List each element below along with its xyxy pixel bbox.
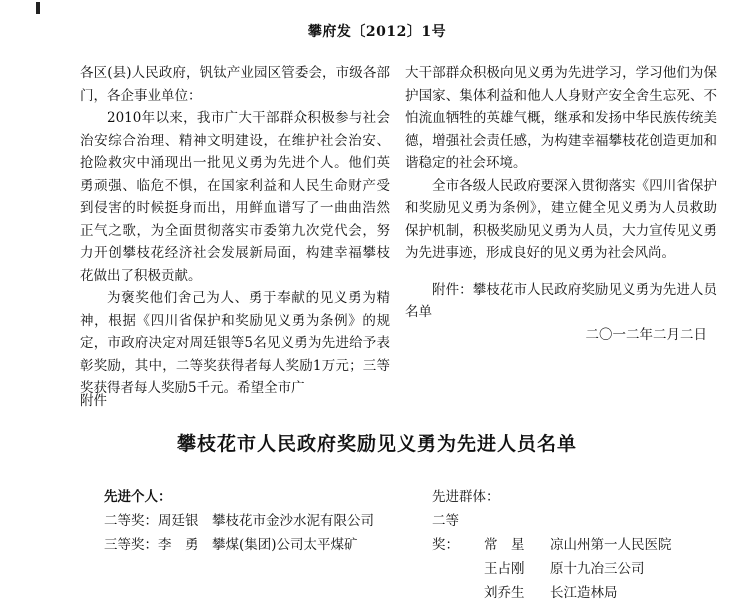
right-column [405,62,717,346]
award-level: 二等奖： [104,513,158,529]
award-level: 三等奖： [104,537,158,553]
list-title: 攀枝花市人民政府奖励见义勇为先进人员名单 [176,433,577,455]
award-row [80,533,390,557]
member-name: 常 星 [484,537,525,553]
issue-date: 二〇一二年二月二日 [585,326,707,343]
paragraph-2: 为褒奖他们舍己为人、勇于奉献的见义勇为精神，根据《四川省保护和奖励见义勇为条例》的规定，市政府决定对周廷银等5名见义勇为先进给予表彰奖励，其中，二等奖获得者每人奖励1万元；三等奖获得者每人奖励5千元。希望全市广 [80,290,390,396]
groups-heading: 先进群体： [432,489,500,505]
member-name: 刘乔生 [484,585,525,601]
group-member-row [432,581,732,605]
document-number: 攀府发〔2012〕1号 [307,24,447,40]
paragraph-3: 全市各级人民政府要深入贯彻落实《四川省保护和奖励见义勇为条例》，建立健全见义勇为人员救助保护机制，积极奖励见义勇为人员，大力宣传见义勇为先进事迹，形成良好的见义勇为社会风尚。 [405,177,717,261]
scan-mark [36,2,40,14]
paragraph-2-continued: 大干部群众积极向见义勇为先进学习，学习他们为保护国家、集体利益和他人人身财产安全舍生忘死、不怕流血牺牲的英雄气概，继承和发扬中华民族传统美德，增强社会责任感，为构建幸福攀枝花创造更加和谐稳定的社会环境。 [405,65,717,171]
member-unit: 原十九冶三公司 [550,561,645,577]
paragraph-1: 2010年以来，我市广大干部群众积极参与社会治安综合治理、精神文明建设，在维护社会治安、抢险救灾中涌现出一批见义勇为先进个人。他们英勇顽强、临危不惧，在国家利益和人民生命财产受到侵害的时候挺身而出，用鲜血谱写了一曲曲浩然正气之歌，为全面贯彻落实市委第九次党代会，努力开创攀枝花经济社会发展新局面，构建幸福攀枝花做出了积极贡献。 [80,110,390,284]
attachment-label: 附件 [80,393,107,409]
individuals-heading: 先进个人： [104,489,172,505]
member-unit: 凉山州第一人民医院 [550,537,672,553]
left-column [80,62,390,400]
awardee-unit: 攀枝花市金沙水泥有限公司 [212,513,374,529]
awardee-name: 李 勇 [158,537,199,553]
member-unit: 长江造林局 [550,585,618,601]
awardee-name: 周廷银 [158,513,199,529]
group-member-row [432,509,732,557]
award-level: 二等奖： [432,513,459,553]
group-member-row [432,557,732,581]
group-awards [432,485,732,605]
awardee-unit: 攀煤(集团)公司太平煤矿 [212,537,358,553]
award-row [80,509,390,533]
salutation: 各区(县)人民政府，钒钛产业园区管委会，市级各部门，各企事业单位： [80,65,390,104]
attachment-note: 附件：攀枝花市人民政府奖励见义勇为先进人员名单 [405,281,717,320]
individual-awards [80,485,390,557]
member-name: 王占刚 [484,561,525,577]
